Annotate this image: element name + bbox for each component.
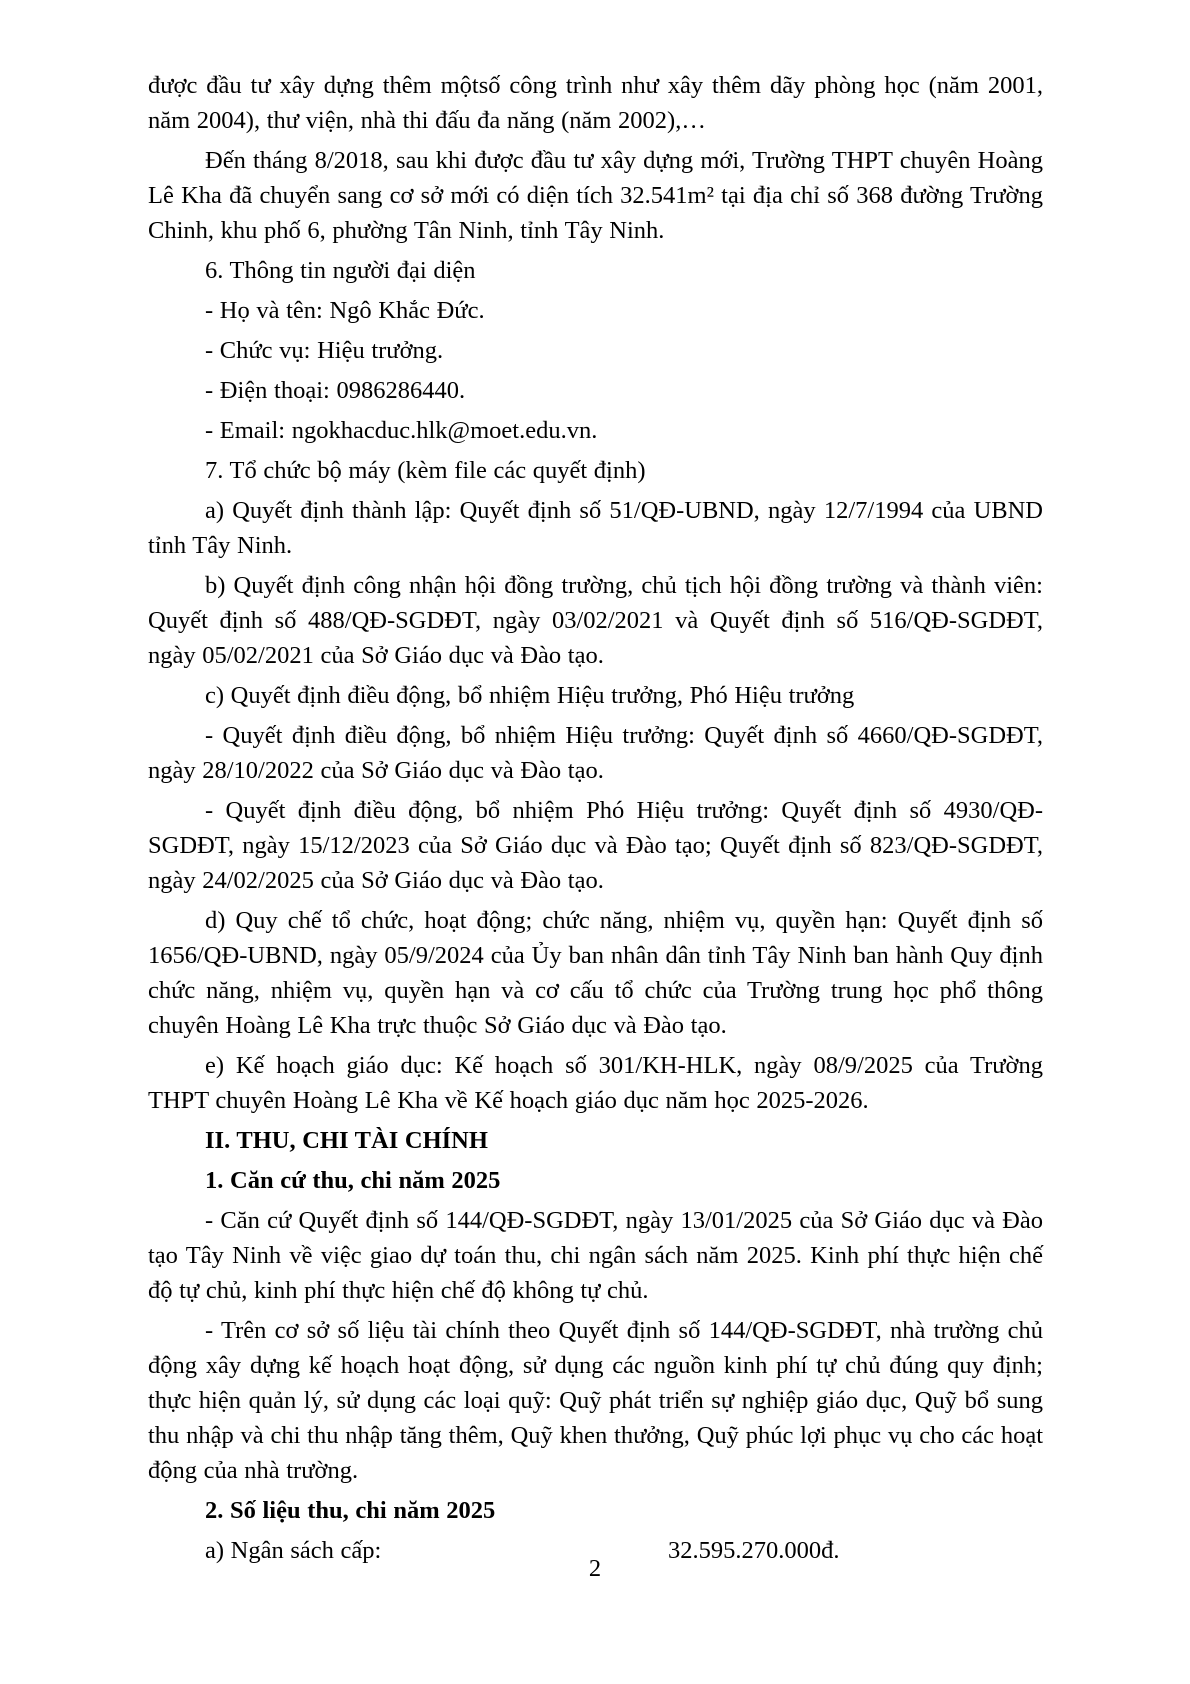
item-7-org-structure-heading: 7. Tổ chức bộ máy (kèm file các quyết định)	[205, 457, 646, 484]
item-representative-phone: - Điện thoại: 0986286440.	[205, 377, 466, 404]
subsection-2-heading: 2. Số liệu thu, chi năm 2025	[205, 1497, 496, 1524]
paragraph-fund-management: - Trên cơ sở số liệu tài chính theo Quyết định số 144/QĐ-SGDĐT, nhà trường chủ động xây dựng kế hoạch hoạt động, sử dụng các nguồn kinh phí tự chủ đúng quy định; thực hiện quản lý, sử dụng các loại quỹ: Quỹ phát triển sự nghiệp giáo dục, Quỹ bổ sung thu nhập và chi thu nhập tăng thêm, Quỹ khen thưởng, Quỹ phúc lợi phục vụ cho các hoạt động của nhà trường.	[148, 1317, 1043, 1484]
item-school-council-decision: b) Quyết định công nhận hội đồng trường, chủ tịch hội đồng trường và thành viên: Quyết định số 488/QĐ-SGDĐT, ngày 03/02/2021 và Quyết định số 516/QĐ-SGDĐT, ngày 05/02/2021 của Sở Giáo dục và Đào tạo.	[148, 572, 1043, 669]
budget-value: 32.595.270.000đ.	[668, 1537, 840, 1564]
budget-label: a) Ngân sách cấp:	[205, 1537, 382, 1564]
item-appointment-decisions-heading: c) Quyết định điều động, bổ nhiệm Hiệu trưởng, Phó Hiệu trưởng	[205, 682, 855, 709]
paragraph-budget-basis: - Căn cứ Quyết định số 144/QĐ-SGDĐT, ngày 13/01/2025 của Sở Giáo dục và Đào tạo Tây Ninh về việc giao dự toán thu, chi ngân sách năm 2025. Kinh phí thực hiện chế độ tự chủ, kinh phí thực hiện chế độ không tự chủ.	[148, 1207, 1043, 1304]
item-representative-email: - Email: ngokhacduc.hlk@moet.edu.vn.	[205, 417, 598, 444]
subsection-1-heading: 1. Căn cứ thu, chi năm 2025	[205, 1167, 501, 1194]
item-education-plan: e) Kế hoạch giáo dục: Kế hoạch số 301/KH-HLK, ngày 08/9/2025 của Trường THPT chuyên Hoàng Lê Kha về Kế hoạch giáo dục năm học 2025-2026.	[148, 1052, 1043, 1114]
item-representative-title: - Chức vụ: Hiệu trưởng.	[205, 337, 444, 364]
document-body	[148, 68, 1043, 1573]
section-ii-heading: II. THU, CHI TÀI CHÍNH	[205, 1127, 488, 1154]
paragraph-relocation-2018: Đến tháng 8/2018, sau khi được đầu tư xây dựng mới, Trường THPT chuyên Hoàng Lê Kha đã chuyển sang cơ sở mới có diện tích 32.541m² tại địa chỉ số 368 đường Trường Chinh, khu phố 6, phường Tân Ninh, tỉnh Tây Ninh.	[148, 147, 1043, 244]
item-representative-name: - Họ và tên: Ngô Khắc Đức.	[205, 297, 485, 324]
item-establishment-decision: a) Quyết định thành lập: Quyết định số 51/QĐ-UBND, ngày 12/7/1994 của UBND tỉnh Tây Ninh.	[148, 497, 1043, 559]
page-number: 2	[588, 1555, 602, 1582]
paragraph-construction-history: được đầu tư xây dựng thêm mộtsố công trình như xây thêm dãy phòng học (năm 2001, năm 2004), thư viện, nhà thi đấu đa năng (năm 2002),…	[148, 72, 1043, 134]
item-6-representative-heading: 6. Thông tin người đại diện	[205, 257, 476, 284]
item-principal-appointment: - Quyết định điều động, bổ nhiệm Hiệu trưởng: Quyết định số 4660/QĐ-SGDĐT, ngày 28/10/2022 của Sở Giáo dục và Đào tạo.	[148, 722, 1043, 784]
item-vice-principal-appointment: - Quyết định điều động, bổ nhiệm Phó Hiệu trưởng: Quyết định số 4930/QĐ-SGDĐT, ngày 15/12/2023 của Sở Giáo dục và Đào tạo; Quyết định số 823/QĐ-SGDĐT, ngày 24/02/2025 của Sở Giáo dục và Đào tạo.	[148, 797, 1043, 894]
item-org-regulation: d) Quy chế tổ chức, hoạt động; chức năng, nhiệm vụ, quyền hạn: Quyết định số 1656/QĐ-UBND, ngày 05/9/2024 của Ủy ban nhân dân tỉnh Tây Ninh ban hành Quy định chức năng, nhiệm vụ, quyền hạn và cơ cấu tổ chức của Trường trung học phổ thông chuyên Hoàng Lê Kha trực thuộc Sở Giáo dục và Đào tạo.	[148, 907, 1043, 1039]
